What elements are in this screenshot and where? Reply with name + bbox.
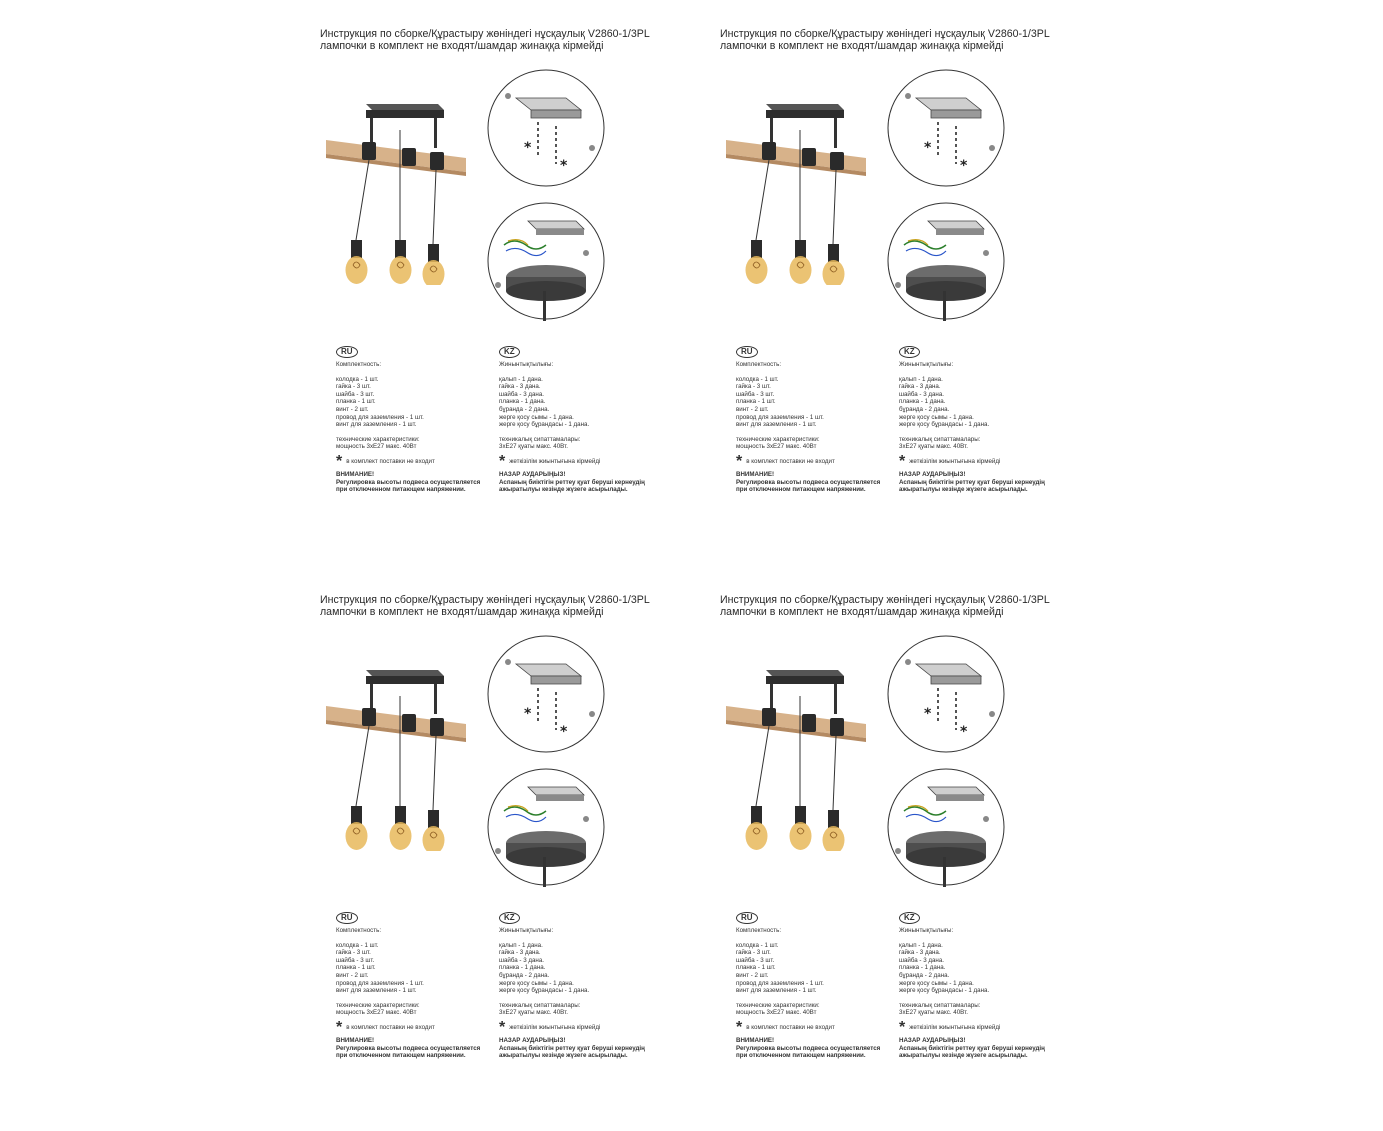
contents-item: жерге қосу бұрандасы - 1 дана. [899,421,990,429]
contents-item: бұранда - 2 дана. [499,405,550,413]
contents-item: шайба - 3 дана. [899,390,944,398]
contents-item: жерге қосу бұрандасы - 1 дана. [499,421,590,429]
contents-item: гайка - 3 шт. [736,949,771,957]
contents-item: планка - 1 дана. [499,964,546,972]
pendant-lamp-illustration [726,100,876,285]
contents-item: провод для заземления - 1 шт. [336,979,424,987]
contents-item: қалып - 1 дана. [899,375,943,383]
contents-item: бұранда - 2 дана. [899,405,950,413]
contents-list [736,376,926,429]
contents-item: шайба - 3 дана. [499,390,544,398]
contents-item: винт для заземления - 1 шт. [736,987,817,995]
tech-heading: техникалық сипаттамалары: [499,1001,581,1009]
instruction-panel-top-left [320,28,710,548]
tech-heading: технические характеристики: [736,1001,820,1009]
instruction-title [320,594,720,618]
warning-line-2: ажыратылуы кезінде жүзеге асырылады. [499,486,628,494]
warning-title: НАЗАР АУДАРЫҢЫЗ! [899,470,966,478]
warning-block [499,471,689,494]
mounting-plate-illustration [886,634,1006,754]
warning-line-2: ажыратылуы кезінде жүзеге асырылады. [499,1052,628,1060]
warning-block [736,471,926,494]
not-included-text: в комплект поставки не входит [746,458,835,466]
mounting-plate-illustration [486,68,606,188]
star-icon: * [524,140,532,156]
language-badge: RU [736,346,758,358]
contents-item: колодка - 1 шт. [336,941,379,949]
star-icon: * [736,1018,743,1036]
warning-title: НАЗАР АУДАРЫҢЫЗ! [899,1036,966,1044]
title-line-1: Инструкция по сборке/Құрастыру жөніндегі нұсқаулық V2860-1/3PL [320,28,650,40]
contents-item: гайка - 3 шт. [336,949,371,957]
contents-item: жерге қосу сымы - 1 дана. [499,979,574,987]
kazakh-column [899,346,1089,494]
pendant-lamp-illustration [326,666,476,851]
tech-heading: техникалық сипаттамалары: [899,1001,981,1009]
pendant-lamp-illustration [326,100,476,285]
not-included-note [499,452,689,470]
contents-list [736,942,926,995]
contents-heading: Жинынтықтылығы: [899,361,954,368]
language-badge: RU [736,912,758,924]
star-icon: * [736,452,743,470]
tech-value: 3xE27 қуаты макс. 40Вт. [499,443,568,451]
not-included-text: в комплект поставки не входит [346,1024,435,1032]
title-line-2: лампочки в комплект не входят/шамдар жинаққа кірмейді [320,606,604,618]
tech-value: 3xE27 қуаты макс. 40Вт. [899,1009,968,1017]
contents-item: қалып - 1 дана. [499,375,543,383]
star-icon: * [336,452,343,470]
tech-heading: техникалық сипаттамалары: [899,435,981,443]
not-included-note [899,1018,1089,1036]
contents-item: планка - 1 шт. [736,398,776,406]
russian-column [336,346,526,494]
contents-heading: Комплектность: [336,361,382,368]
contents-heading: Комплектность: [736,927,782,934]
not-included-note [499,1018,689,1036]
warning-title: НАЗАР АУДАРЫҢЫЗ! [499,1036,566,1044]
warning-line-2: при отключенном питающем напряжении. [336,1052,466,1060]
star-icon: * [924,706,932,722]
contents-list [336,942,526,995]
kazakh-column [499,346,689,494]
contents-item: провод для заземления - 1 шт. [736,413,824,421]
tech-value: мощность 3xE27 макс. 40Вт [336,1009,417,1017]
contents-item: планка - 1 дана. [899,964,946,972]
contents-item: колодка - 1 шт. [736,941,779,949]
contents-item: гайка - 3 дана. [899,949,941,957]
contents-list [499,942,689,995]
contents-heading: Жинынтықтылығы: [499,361,554,368]
warning-line-2: ажыратылуы кезінде жүзеге асырылады. [899,1052,1028,1060]
contents-item: шайба - 3 шт. [736,390,775,398]
star-icon: * [336,1018,343,1036]
contents-item: винт - 2 шт. [336,971,369,979]
contents-item: планка - 1 шт. [336,964,376,972]
contents-item: провод для заземления - 1 шт. [336,413,424,421]
not-included-text: жеткізілім жиынтығына кірмейді [509,1024,601,1032]
not-included-text: в комплект поставки не входит [346,458,435,466]
contents-heading: Жинынтықтылығы: [899,927,954,934]
contents-item: қалып - 1 дана. [499,941,543,949]
tech-heading: техникалық сипаттамалары: [499,435,581,443]
tech-value: мощность 3xE27 макс. 40Вт [736,443,817,451]
tech-heading: технические характеристики: [336,435,420,443]
warning-line-1: Регулировка высоты подвеса осуществляется [736,1044,881,1052]
title-line-1: Инструкция по сборке/Құрастыру жөніндегі нұсқаулық V2860-1/3PL [720,28,1050,40]
tech-value: 3xE27 қуаты макс. 40Вт. [899,443,968,451]
ceiling-canopy-illustration [886,767,1006,887]
contents-item: колодка - 1 шт. [336,375,379,383]
ceiling-canopy-illustration [886,201,1006,321]
star-icon: * [899,1018,906,1036]
ceiling-canopy-illustration [486,767,606,887]
instruction-panel-bottom-left [320,594,710,1114]
star-icon: * [960,158,968,174]
warning-title: ВНИМАНИЕ! [336,470,375,478]
contents-item: планка - 1 шт. [736,964,776,972]
warning-line-1: Регулировка высоты подвеса осуществляется [336,1044,481,1052]
not-included-note [899,452,1089,470]
not-included-note [336,452,526,470]
warning-line-1: Аспаның биіктігін реттеу қуат беруші кернеудің [499,1044,645,1052]
contents-item: жерге қосу сымы - 1 дана. [899,979,974,987]
warning-line-1: Аспаның биіктігін реттеу қуат беруші кернеудің [899,478,1045,486]
title-line-2: лампочки в комплект не входят/шамдар жинаққа кірмейді [720,606,1004,618]
warning-line-2: при отключенном питающем напряжении. [736,486,866,494]
star-icon: * [499,1018,506,1036]
contents-list [899,376,1089,429]
warning-block [736,1037,926,1060]
warning-line-2: при отключенном питающем напряжении. [336,486,466,494]
contents-item: винт - 2 шт. [336,405,369,413]
contents-item: шайба - 3 шт. [736,956,775,964]
contents-item: гайка - 3 дана. [899,383,941,391]
instruction-title [320,28,720,52]
star-icon: * [560,724,568,740]
contents-item: қалып - 1 дана. [899,941,943,949]
contents-item: винт для заземления - 1 шт. [336,421,417,429]
language-badge: KZ [499,346,520,358]
pendant-lamp-illustration [726,666,876,851]
contents-list [899,942,1089,995]
contents-item: жерге қосу сымы - 1 дана. [499,413,574,421]
language-badge: KZ [899,346,920,358]
contents-item: гайка - 3 дана. [499,949,541,957]
warning-block [899,471,1089,494]
contents-item: гайка - 3 шт. [336,383,371,391]
contents-item: колодка - 1 шт. [736,375,779,383]
not-included-text: жеткізілім жиынтығына кірмейді [509,458,601,466]
star-icon: * [899,452,906,470]
title-line-2: лампочки в комплект не входят/шамдар жинаққа кірмейді [320,40,604,52]
tech-value: мощность 3xE27 макс. 40Вт [736,1009,817,1017]
instruction-title [720,594,1120,618]
contents-item: винт для заземления - 1 шт. [736,421,817,429]
language-badge: RU [336,346,358,358]
not-included-text: в комплект поставки не входит [746,1024,835,1032]
star-icon: * [960,724,968,740]
warning-line-1: Аспаның биіктігін реттеу қуат беруші кернеудің [899,1044,1045,1052]
warning-line-1: Регулировка высоты подвеса осуществляется [336,478,481,486]
warning-line-1: Аспаның биіктігін реттеу қуат беруші кернеудің [499,478,645,486]
russian-column [736,346,926,494]
contents-item: гайка - 3 шт. [736,383,771,391]
contents-list [336,376,526,429]
instruction-panel-top-right [720,28,1110,548]
warning-block [899,1037,1089,1060]
not-included-note [736,1018,926,1036]
not-included-text: жеткізілім жиынтығына кірмейді [909,1024,1001,1032]
ceiling-canopy-illustration [486,201,606,321]
warning-title: ВНИМАНИЕ! [736,1036,775,1044]
tech-heading: технические характеристики: [336,1001,420,1009]
contents-item: шайба - 3 дана. [499,956,544,964]
contents-item: жерге қосу бұрандасы - 1 дана. [499,987,590,995]
russian-column [336,912,526,1060]
contents-item: планка - 1 шт. [336,398,376,406]
language-badge: RU [336,912,358,924]
tech-value: мощность 3xE27 макс. 40Вт [336,443,417,451]
contents-heading: Жинынтықтылығы: [499,927,554,934]
language-badge: KZ [899,912,920,924]
warning-block [336,471,526,494]
contents-item: провод для заземления - 1 шт. [736,979,824,987]
not-included-note [336,1018,526,1036]
contents-item: винт для заземления - 1 шт. [336,987,417,995]
warning-title: ВНИМАНИЕ! [736,470,775,478]
instruction-panel-bottom-right [720,594,1110,1114]
warning-block [336,1037,526,1060]
contents-item: жерге қосу бұрандасы - 1 дана. [899,987,990,995]
star-icon: * [924,140,932,156]
contents-item: шайба - 3 дана. [899,956,944,964]
tech-heading: технические характеристики: [736,435,820,443]
mounting-plate-illustration [486,634,606,754]
language-badge: KZ [499,912,520,924]
not-included-text: жеткізілім жиынтығына кірмейді [909,458,1001,466]
warning-block [499,1037,689,1060]
contents-item: бұранда - 2 дана. [499,971,550,979]
instruction-title [720,28,1120,52]
contents-heading: Комплектность: [336,927,382,934]
contents-item: планка - 1 дана. [899,398,946,406]
title-line-1: Инструкция по сборке/Құрастыру жөніндегі нұсқаулық V2860-1/3PL [720,594,1050,606]
star-icon: * [524,706,532,722]
title-line-1: Инструкция по сборке/Құрастыру жөніндегі нұсқаулық V2860-1/3PL [320,594,650,606]
contents-item: шайба - 3 шт. [336,390,375,398]
contents-item: шайба - 3 шт. [336,956,375,964]
title-line-2: лампочки в комплект не входят/шамдар жинаққа кірмейді [720,40,1004,52]
not-included-note [736,452,926,470]
warning-line-1: Регулировка высоты подвеса осуществляется [736,478,881,486]
contents-item: винт - 2 шт. [736,405,769,413]
russian-column [736,912,926,1060]
contents-heading: Комплектность: [736,361,782,368]
warning-title: НАЗАР АУДАРЫҢЫЗ! [499,470,566,478]
contents-item: бұранда - 2 дана. [899,971,950,979]
star-icon: * [560,158,568,174]
kazakh-column [499,912,689,1060]
contents-item: планка - 1 дана. [499,398,546,406]
contents-list [499,376,689,429]
contents-item: гайка - 3 дана. [499,383,541,391]
warning-line-2: при отключенном питающем напряжении. [736,1052,866,1060]
star-icon: * [499,452,506,470]
kazakh-column [899,912,1089,1060]
contents-item: винт - 2 шт. [736,971,769,979]
tech-value: 3xE27 қуаты макс. 40Вт. [499,1009,568,1017]
warning-title: ВНИМАНИЕ! [336,1036,375,1044]
contents-item: жерге қосу сымы - 1 дана. [899,413,974,421]
mounting-plate-illustration [886,68,1006,188]
warning-line-2: ажыратылуы кезінде жүзеге асырылады. [899,486,1028,494]
